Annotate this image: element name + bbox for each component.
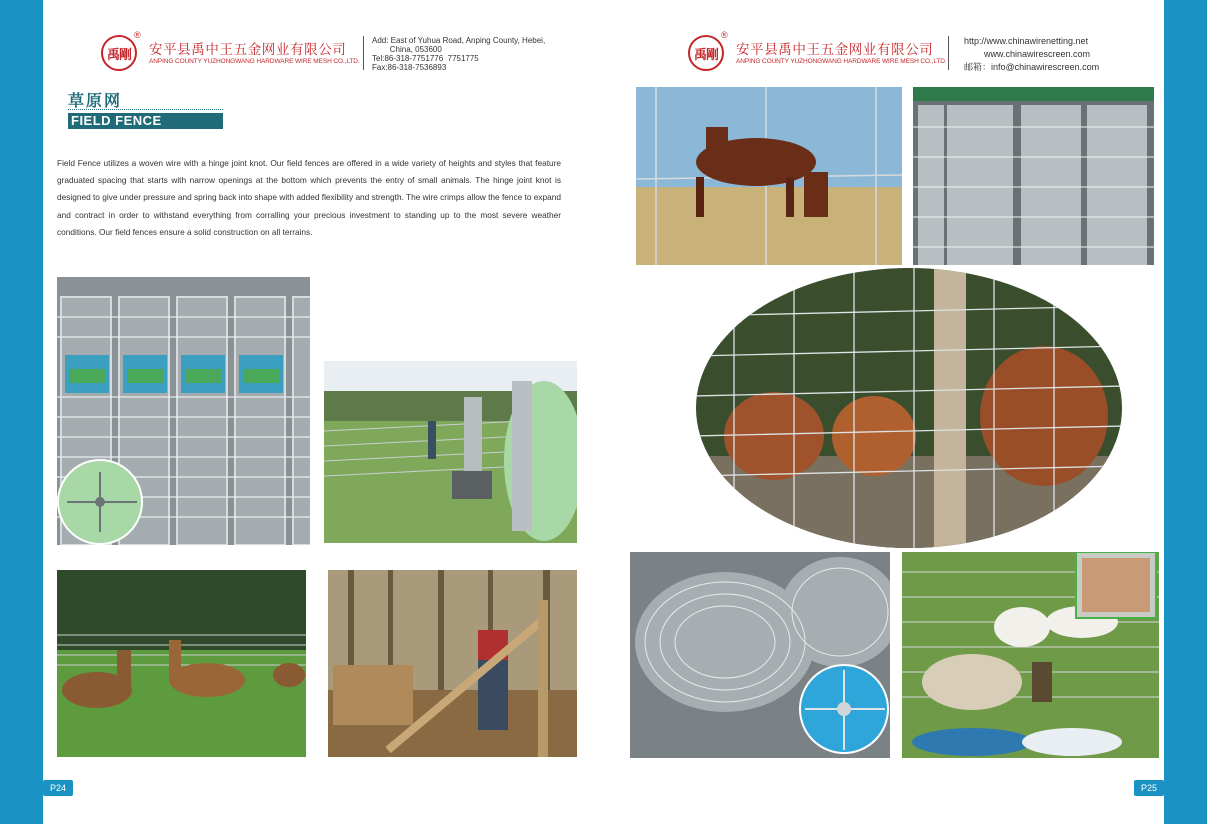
left-page [43,0,604,824]
photo-deer [57,570,306,757]
header-divider [363,36,364,70]
page-number-right: P25 [1134,780,1164,796]
photo-installation [324,361,577,543]
page-number-left: P24 [43,780,73,796]
company-web-contacts: http://www.chinawirenetting.net www.chinawirescreen.com 邮箱：info@chinawirescreen.com [964,36,1100,72]
company-logo-right [688,35,724,71]
company-logo [101,35,137,71]
product-description: Field Fence utilizes a woven wire with a hinge joint knot. Our field fences are offered in a wide variety of heights and styles that feature graduated spacing that starts with narrow openings at the bottom which prevents the entry of small animals. The hinge joint knot is designed to give under pressure and spring back into shape with added flexibility and strength. The wire crimps allow the fence to expand and contract in order to withstand everything from corralling your precious investment to standing up to the most severe weather conditions. Our field fences ensure a solid construction on all terrains. [57,158,561,237]
company-name-cn-right: 安平县禹中王五金网业有限公司 [736,42,934,58]
photo-horse [636,87,902,265]
right-page [604,0,1164,824]
title-underline [68,109,223,110]
registered-mark-right: ® [721,30,728,40]
header-divider-right [948,36,949,70]
registered-mark: ® [134,30,141,40]
company-address: Add: East of Yuhua Road, Anping County, Hebei, China, 053600 Tel:86-318-7751776 7751775 Fax:86-318-7536893 [372,36,546,72]
photo-cattle [694,266,1124,550]
photo-big-roll [630,552,890,758]
company-name-en-right: ANPING COUNTY YUZHONGWANG HARDWARE WIRE MESH CO.,LTD. [736,58,947,65]
section-title-cn: 草原网 [68,91,123,110]
company-logo-text-right: 禹剛 [693,47,718,63]
photo-goats [902,552,1159,758]
photo-wire-rolls [57,277,310,545]
photo-rolls-stacked [913,87,1154,265]
section-title-en: FIELD FENCE [68,113,223,129]
photo-forest-workers [328,570,577,757]
company-logo-text: 禹剛 [106,47,131,63]
left-side-bar [0,0,43,824]
right-side-bar [1164,0,1207,824]
company-name-en: ANPING COUNTY YUZHONGWANG HARDWARE WIRE MESH CO.,LTD. [149,58,360,65]
company-name-cn: 安平县禹中王五金网业有限公司 [149,42,347,58]
